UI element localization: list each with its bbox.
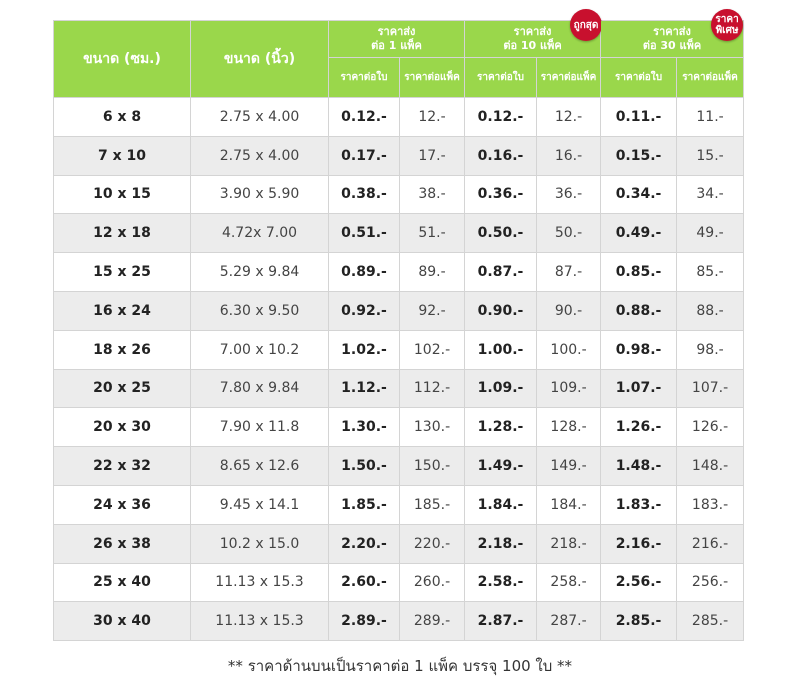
table-row	[54, 98, 744, 137]
size-inch-cell: 4.72x 7.00	[191, 214, 329, 253]
price-per-piece-1pack: 0.38.-	[329, 175, 400, 214]
size-inch-cell: 2.75 x 4.00	[191, 136, 329, 175]
price-per-pack-1pack: 130.-	[400, 408, 465, 447]
price-per-piece-10pack: 2.58.-	[465, 563, 537, 602]
price-per-pack-10pack: 16.-	[537, 136, 601, 175]
size-inch-cell: 8.65 x 12.6	[191, 447, 329, 486]
price-per-pack-10pack: 287.-	[537, 602, 601, 641]
header-per-pack: ราคาต่อแพ็ค	[537, 58, 601, 98]
table-row	[54, 602, 744, 641]
price-per-pack-30pack: 85.-	[677, 253, 744, 292]
size-cm-cell: 30 x 40	[54, 602, 191, 641]
size-cm-cell: 22 x 32	[54, 447, 191, 486]
price-per-pack-10pack: 128.-	[537, 408, 601, 447]
size-cm-cell: 10 x 15	[54, 175, 191, 214]
size-inch-cell: 11.13 x 15.3	[191, 602, 329, 641]
header-per-piece: ราคาต่อใบ	[465, 58, 537, 98]
header-size-inch: ขนาด (นิ้ว)	[191, 21, 329, 98]
price-per-piece-30pack: 0.88.-	[601, 291, 677, 330]
table-row	[54, 408, 744, 447]
price-per-piece-1pack: 0.51.-	[329, 214, 400, 253]
price-per-pack-30pack: 183.-	[677, 485, 744, 524]
price-per-piece-30pack: 1.83.-	[601, 485, 677, 524]
group-line2: ต่อ 10 แพ็ค	[503, 39, 562, 52]
header-group-10-pack	[465, 21, 601, 58]
table-row	[54, 485, 744, 524]
price-per-piece-1pack: 1.85.-	[329, 485, 400, 524]
size-cm-cell: 15 x 25	[54, 253, 191, 292]
price-per-piece-10pack: 0.50.-	[465, 214, 537, 253]
size-inch-cell: 3.90 x 5.90	[191, 175, 329, 214]
header-size-cm: ขนาด (ซม.)	[54, 21, 191, 98]
size-cm-cell: 12 x 18	[54, 214, 191, 253]
price-per-pack-30pack: 88.-	[677, 291, 744, 330]
price-per-pack-10pack: 184.-	[537, 485, 601, 524]
size-cm-cell: 20 x 25	[54, 369, 191, 408]
price-per-piece-1pack: 1.30.-	[329, 408, 400, 447]
price-per-piece-10pack: 1.00.-	[465, 330, 537, 369]
size-inch-cell: 7.90 x 11.8	[191, 408, 329, 447]
cheapest-badge: ถูกสุด	[570, 9, 602, 41]
size-cm-cell: 20 x 30	[54, 408, 191, 447]
price-table	[53, 14, 744, 641]
header-per-piece: ราคาต่อใบ	[329, 58, 400, 98]
price-per-piece-30pack: 0.85.-	[601, 253, 677, 292]
price-per-piece-1pack: 2.60.-	[329, 563, 400, 602]
price-per-pack-1pack: 51.-	[400, 214, 465, 253]
table-row	[54, 291, 744, 330]
group-line2: ต่อ 1 แพ็ค	[371, 39, 422, 52]
size-inch-cell: 2.75 x 4.00	[191, 98, 329, 137]
price-per-piece-1pack: 1.50.-	[329, 447, 400, 486]
price-per-piece-30pack: 1.07.-	[601, 369, 677, 408]
price-per-piece-1pack: 0.92.-	[329, 291, 400, 330]
price-per-piece-30pack: 2.16.-	[601, 524, 677, 563]
price-per-pack-10pack: 90.-	[537, 291, 601, 330]
price-per-pack-30pack: 126.-	[677, 408, 744, 447]
table-row	[54, 214, 744, 253]
price-per-pack-30pack: 256.-	[677, 563, 744, 602]
table-row	[54, 524, 744, 563]
header-group-1-pack	[329, 21, 465, 58]
price-per-pack-30pack: 98.-	[677, 330, 744, 369]
size-cm-cell: 18 x 26	[54, 330, 191, 369]
price-per-piece-30pack: 1.26.-	[601, 408, 677, 447]
footnote: ** ราคาด้านบนเป็นราคาต่อ 1 แพ็ค บรรจุ 100 ใบ **	[227, 657, 573, 675]
price-per-piece-1pack: 2.89.-	[329, 602, 400, 641]
price-per-piece-1pack: 1.12.-	[329, 369, 400, 408]
price-per-piece-10pack: 0.36.-	[465, 175, 537, 214]
price-per-piece-30pack: 1.48.-	[601, 447, 677, 486]
price-per-piece-10pack: 1.09.-	[465, 369, 537, 408]
price-per-pack-1pack: 112.-	[400, 369, 465, 408]
price-per-pack-30pack: 15.-	[677, 136, 744, 175]
price-per-pack-1pack: 220.-	[400, 524, 465, 563]
price-per-piece-10pack: 0.12.-	[465, 98, 537, 137]
price-per-piece-10pack: 1.84.-	[465, 485, 537, 524]
size-inch-cell: 9.45 x 14.1	[191, 485, 329, 524]
group-line1: ราคาส่ง	[653, 25, 691, 38]
header-per-piece: ราคาต่อใบ	[601, 58, 677, 98]
size-cm-cell: 25 x 40	[54, 563, 191, 602]
price-per-piece-1pack: 1.02.-	[329, 330, 400, 369]
price-per-pack-30pack: 11.-	[677, 98, 744, 137]
price-per-piece-30pack: 2.56.-	[601, 563, 677, 602]
price-per-piece-30pack: 0.34.-	[601, 175, 677, 214]
group-line2: ต่อ 30 แพ็ค	[642, 39, 702, 52]
price-per-pack-1pack: 185.-	[400, 485, 465, 524]
price-per-pack-10pack: 50.-	[537, 214, 601, 253]
header-per-pack: ราคาต่อแพ็ค	[400, 58, 465, 98]
special-price-badge: ราคาพิเศษ	[711, 9, 743, 41]
price-per-piece-30pack: 2.85.-	[601, 602, 677, 641]
price-per-piece-30pack: 0.98.-	[601, 330, 677, 369]
price-per-piece-10pack: 1.28.-	[465, 408, 537, 447]
size-inch-cell: 7.00 x 10.2	[191, 330, 329, 369]
price-per-pack-10pack: 149.-	[537, 447, 601, 486]
price-per-piece-10pack: 0.87.-	[465, 253, 537, 292]
price-per-piece-10pack: 0.90.-	[465, 291, 537, 330]
price-per-pack-10pack: 87.-	[537, 253, 601, 292]
price-per-pack-1pack: 289.-	[400, 602, 465, 641]
price-per-pack-30pack: 216.-	[677, 524, 744, 563]
header-per-pack: ราคาต่อแพ็ค	[677, 58, 744, 98]
price-per-piece-1pack: 0.12.-	[329, 98, 400, 137]
price-per-piece-30pack: 0.11.-	[601, 98, 677, 137]
price-per-pack-1pack: 150.-	[400, 447, 465, 486]
price-per-pack-10pack: 12.-	[537, 98, 601, 137]
size-cm-cell: 6 x 8	[54, 98, 191, 137]
price-per-piece-1pack: 0.17.-	[329, 136, 400, 175]
size-inch-cell: 10.2 x 15.0	[191, 524, 329, 563]
size-cm-cell: 7 x 10	[54, 136, 191, 175]
size-cm-cell: 26 x 38	[54, 524, 191, 563]
price-per-pack-1pack: 92.-	[400, 291, 465, 330]
price-per-pack-1pack: 89.-	[400, 253, 465, 292]
table-row	[54, 447, 744, 486]
price-per-pack-1pack: 17.-	[400, 136, 465, 175]
group-line1: ราคาส่ง	[513, 25, 552, 38]
price-per-pack-10pack: 218.-	[537, 524, 601, 563]
table-row	[54, 369, 744, 408]
header-group-30-pack	[601, 14, 744, 58]
size-inch-cell: 7.80 x 9.84	[191, 369, 329, 408]
price-per-pack-10pack: 109.-	[537, 369, 601, 408]
price-per-piece-1pack: 0.89.-	[329, 253, 400, 292]
size-inch-cell: 11.13 x 15.3	[191, 563, 329, 602]
price-rows	[54, 98, 744, 641]
table-row	[54, 175, 744, 214]
price-per-pack-1pack: 12.-	[400, 98, 465, 137]
price-per-piece-1pack: 2.20.-	[329, 524, 400, 563]
price-per-piece-10pack: 2.18.-	[465, 524, 537, 563]
table-row	[54, 253, 744, 292]
price-per-pack-1pack: 102.-	[400, 330, 465, 369]
price-per-pack-30pack: 285.-	[677, 602, 744, 641]
table-row	[54, 330, 744, 369]
price-per-pack-30pack: 34.-	[677, 175, 744, 214]
size-cm-cell: 24 x 36	[54, 485, 191, 524]
price-per-piece-10pack: 1.49.-	[465, 447, 537, 486]
group-line1: ราคาส่ง	[377, 25, 416, 38]
table-row	[54, 563, 744, 602]
price-per-piece-30pack: 0.15.-	[601, 136, 677, 175]
price-per-pack-10pack: 258.-	[537, 563, 601, 602]
price-per-pack-30pack: 148.-	[677, 447, 744, 486]
size-inch-cell: 5.29 x 9.84	[191, 253, 329, 292]
price-per-pack-30pack: 107.-	[677, 369, 744, 408]
size-cm-cell: 16 x 24	[54, 291, 191, 330]
price-per-pack-10pack: 36.-	[537, 175, 601, 214]
price-per-piece-10pack: 2.87.-	[465, 602, 537, 641]
price-per-pack-1pack: 260.-	[400, 563, 465, 602]
size-inch-cell: 6.30 x 9.50	[191, 291, 329, 330]
price-per-pack-1pack: 38.-	[400, 175, 465, 214]
price-per-pack-30pack: 49.-	[677, 214, 744, 253]
price-per-piece-30pack: 0.49.-	[601, 214, 677, 253]
price-per-pack-10pack: 100.-	[537, 330, 601, 369]
price-per-piece-10pack: 0.16.-	[465, 136, 537, 175]
table-row	[54, 136, 744, 175]
